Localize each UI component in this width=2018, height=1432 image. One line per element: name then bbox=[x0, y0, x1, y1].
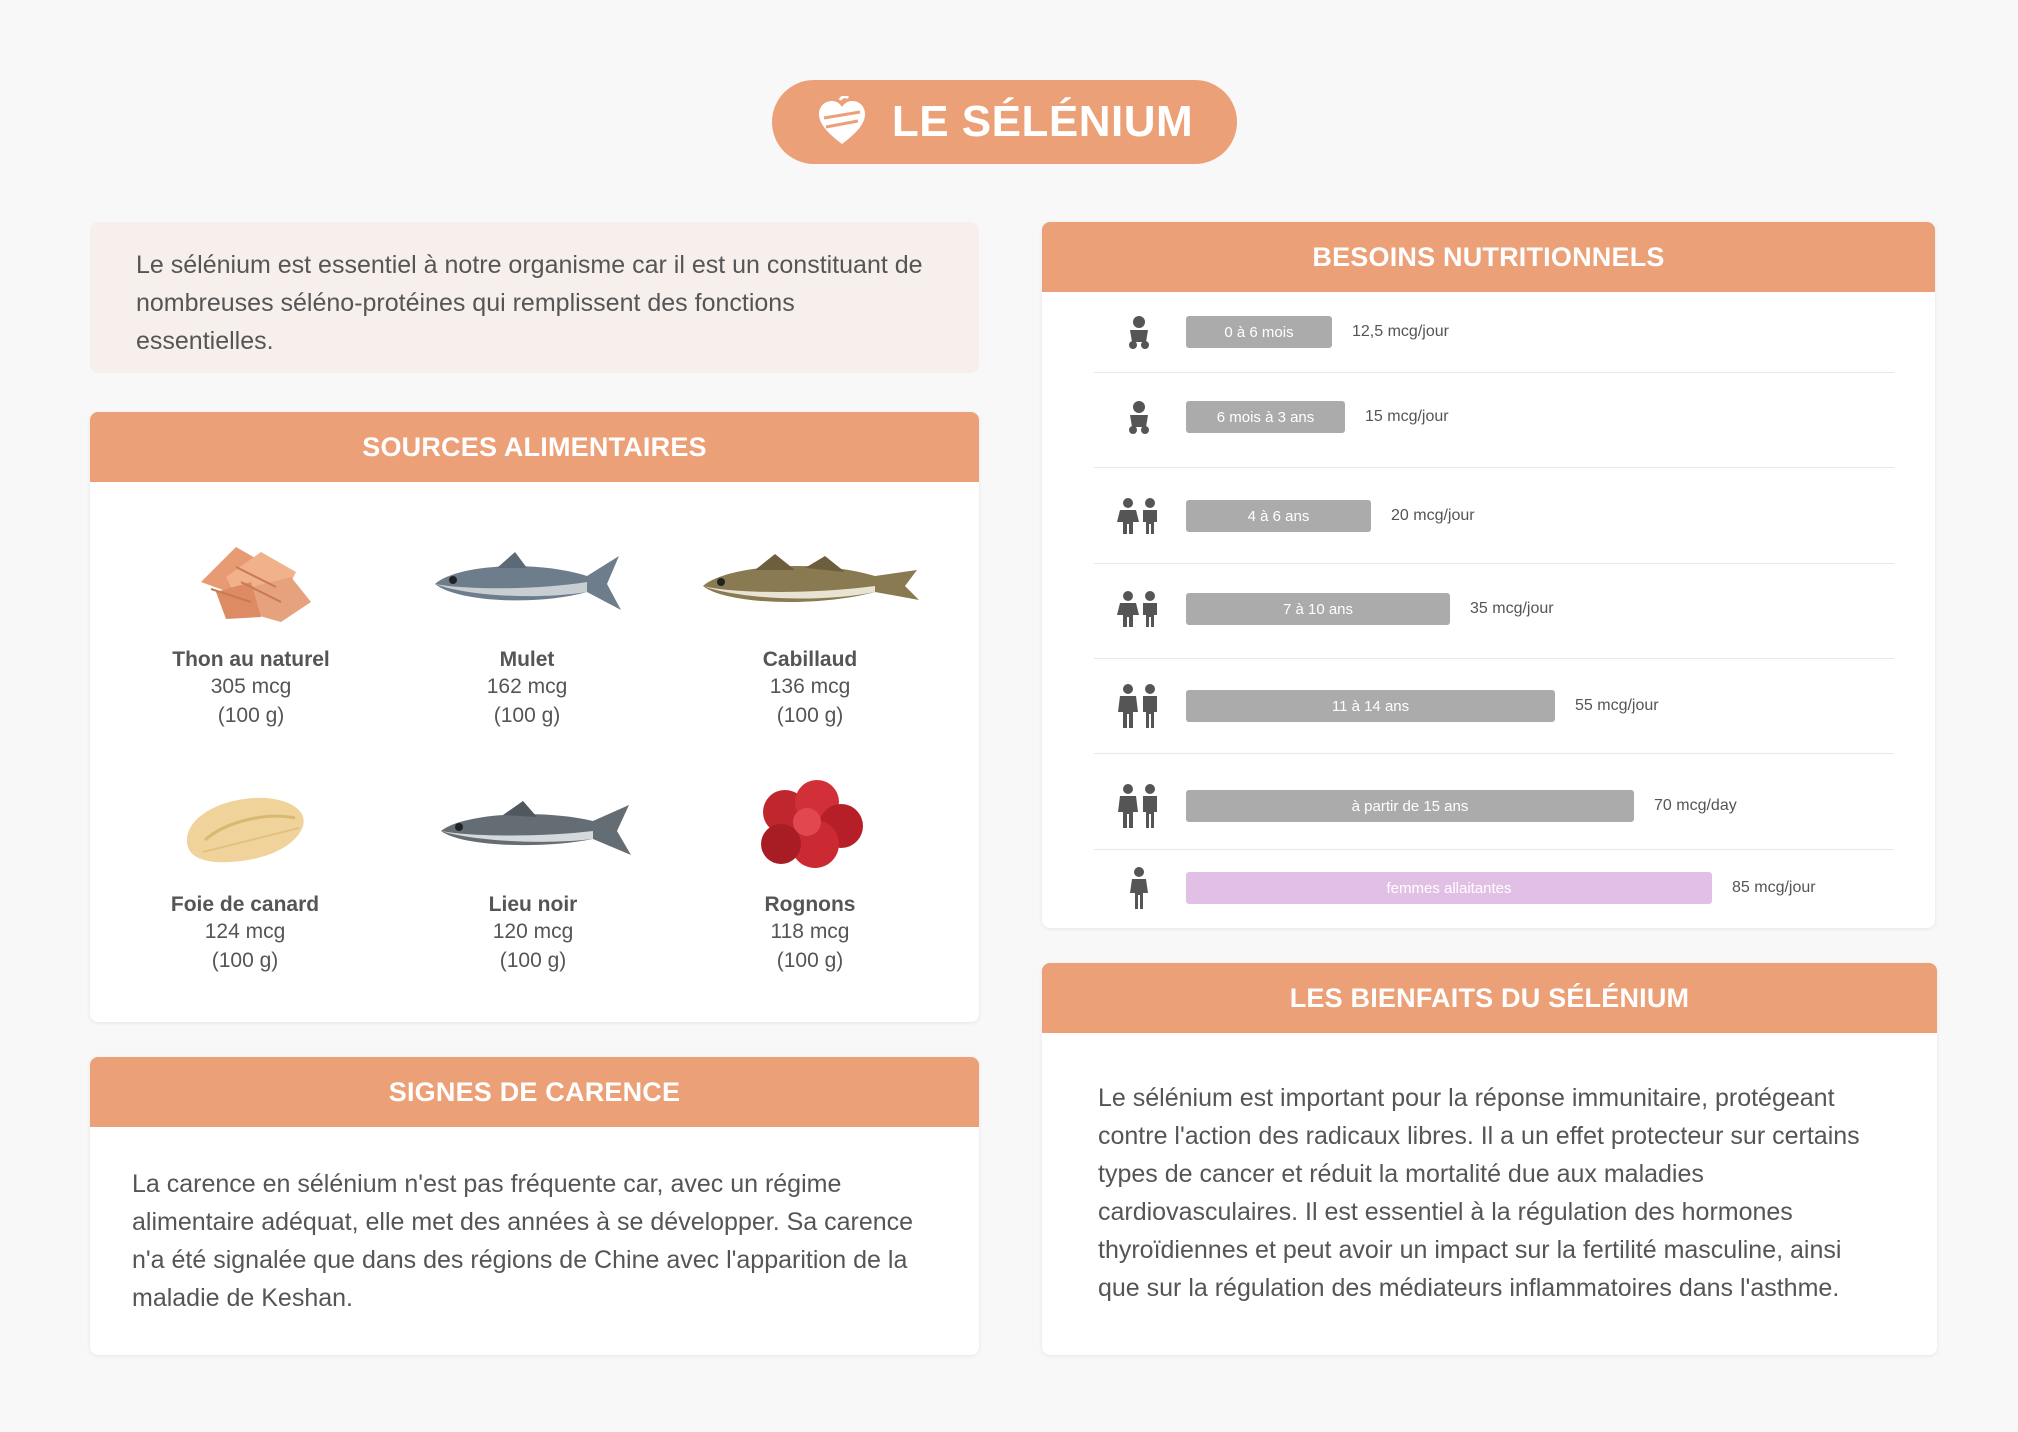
food-name: Foie de canard bbox=[170, 893, 320, 916]
pollock-icon bbox=[433, 787, 633, 867]
food-value: 124 mcg bbox=[204, 920, 286, 943]
besoin-amount: 12,5 mcg/jour bbox=[1352, 323, 1449, 340]
besoin-row bbox=[1094, 683, 1894, 729]
food-name: Mulet bbox=[499, 648, 555, 671]
besoin-amount: 70 mcg/day bbox=[1654, 797, 1737, 814]
besoin-row bbox=[1094, 314, 1894, 350]
food-unit: (100 g) bbox=[776, 704, 844, 727]
food-item bbox=[121, 522, 381, 730]
cod-icon bbox=[695, 542, 925, 622]
besoin-bar: 6 mois à 3 ans bbox=[1186, 401, 1345, 433]
besoin-bar: 0 à 6 mois bbox=[1186, 316, 1332, 348]
intro-box bbox=[90, 222, 979, 373]
besoins-title: BESOINS NUTRITIONNELS bbox=[1042, 222, 1935, 292]
bienfaits-text: Le sélénium est important pour la réponse immunitaire, protégeant contre l'action des radicaux libres. Il a un effet protecteur sur certains types de cancer et réduit la mortalité due aux maladies cardiovasculaires. Il est essentiel à la régulation des hormones thyroïdiennes et peut avoir un impact sur la fertilité masculine, ainsi que sur la régulation des médiateurs inflammatoires dans l'asthme. bbox=[1098, 1084, 1860, 1302]
row-divider bbox=[1094, 658, 1894, 659]
food-name: Rognons bbox=[764, 893, 856, 916]
food-unit: (100 g) bbox=[211, 949, 279, 972]
adults-icon bbox=[1116, 783, 1162, 829]
nursing-woman-icon bbox=[1127, 866, 1151, 910]
intro-text: Le sélénium est essentiel à notre organisme car il est un constituant de nombreuses séléno-protéines qui remplissent des fonctions essentielles. bbox=[136, 251, 923, 355]
food-name: Lieu noir bbox=[488, 893, 578, 916]
food-value: 305 mcg bbox=[210, 675, 292, 698]
heart-logo-icon bbox=[816, 96, 868, 148]
children-icon bbox=[1116, 497, 1162, 535]
food-unit: (100 g) bbox=[499, 949, 567, 972]
tuna-icon bbox=[181, 527, 321, 637]
food-item bbox=[680, 767, 940, 975]
besoin-bar: à partir de 15 ans bbox=[1186, 790, 1634, 822]
carence-card bbox=[90, 1057, 979, 1355]
besoin-bar: 11 à 14 ans bbox=[1186, 690, 1555, 722]
besoin-amount: 85 mcg/jour bbox=[1732, 879, 1816, 896]
mullet-icon bbox=[427, 542, 627, 622]
besoin-bar: femmes allaitantes bbox=[1186, 872, 1712, 904]
row-divider bbox=[1094, 849, 1894, 850]
bienfaits-title: LES BIENFAITS DU SÉLÉNIUM bbox=[1042, 963, 1937, 1033]
besoin-row bbox=[1094, 590, 1894, 628]
carence-title: SIGNES DE CARENCE bbox=[90, 1057, 979, 1127]
food-unit: (100 g) bbox=[776, 949, 844, 972]
children-icon bbox=[1116, 590, 1162, 628]
row-divider bbox=[1094, 753, 1894, 754]
besoin-row bbox=[1094, 783, 1894, 829]
besoin-amount: 35 mcg/jour bbox=[1470, 600, 1554, 617]
food-value: 162 mcg bbox=[486, 675, 568, 698]
besoin-bar: 4 à 6 ans bbox=[1186, 500, 1371, 532]
food-item bbox=[403, 767, 663, 975]
food-unit: (100 g) bbox=[493, 704, 561, 727]
besoin-bar: 7 à 10 ans bbox=[1186, 593, 1450, 625]
food-value: 136 mcg bbox=[769, 675, 851, 698]
food-unit: (100 g) bbox=[217, 704, 285, 727]
row-divider bbox=[1094, 563, 1894, 564]
food-name: Cabillaud bbox=[762, 648, 858, 671]
food-value: 120 mcg bbox=[492, 920, 574, 943]
row-divider bbox=[1094, 467, 1894, 468]
bienfaits-card bbox=[1042, 963, 1937, 1355]
besoins-card bbox=[1042, 222, 1935, 928]
besoin-amount: 15 mcg/jour bbox=[1365, 408, 1449, 425]
toddler-icon bbox=[1124, 399, 1154, 435]
besoin-row bbox=[1094, 399, 1894, 435]
food-item bbox=[115, 767, 375, 975]
row-divider bbox=[1094, 372, 1894, 373]
food-value: 118 mcg bbox=[770, 920, 850, 943]
besoin-row bbox=[1094, 866, 1894, 910]
food-item bbox=[397, 522, 657, 730]
carence-text: La carence en sélénium n'est pas fréquente car, avec un régime alimentaire adéquat, elle met des années à se développer. Sa carence n'a été signalée que dans des régions de Chine avec l'apparition de la maladie de Keshan. bbox=[132, 1170, 914, 1312]
title-pill bbox=[772, 80, 1237, 164]
kidney-icon bbox=[745, 772, 875, 882]
baby-icon bbox=[1124, 314, 1154, 350]
page-title: LE SÉLÉNIUM bbox=[891, 97, 1194, 146]
besoin-amount: 20 mcg/jour bbox=[1391, 507, 1475, 524]
foie-gras-icon bbox=[175, 782, 315, 872]
teens-icon bbox=[1116, 683, 1162, 729]
sources-title: SOURCES ALIMENTAIRES bbox=[90, 412, 979, 482]
food-name: Thon au naturel bbox=[172, 648, 330, 671]
besoin-amount: 55 mcg/jour bbox=[1575, 697, 1659, 714]
food-item bbox=[680, 522, 940, 730]
sources-card bbox=[90, 412, 979, 1022]
besoin-row bbox=[1094, 497, 1894, 535]
